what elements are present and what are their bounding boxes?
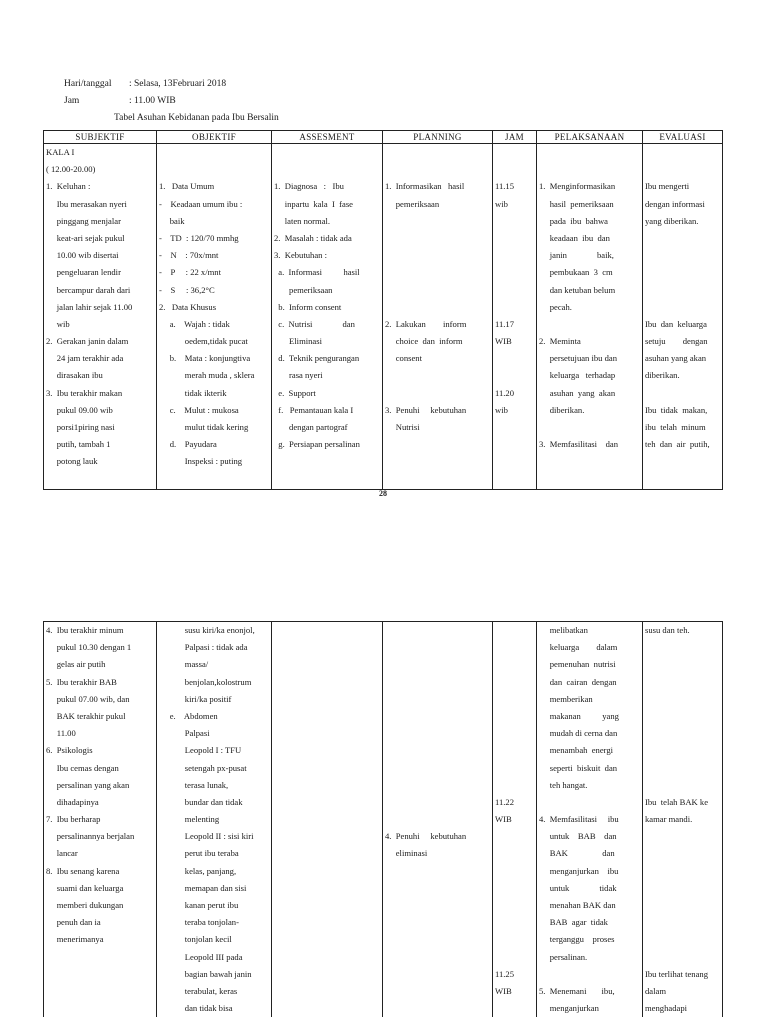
cell-line bbox=[495, 213, 534, 230]
cell-line: 11.17 bbox=[495, 318, 515, 329]
cell-line: diberikan. bbox=[539, 404, 585, 415]
cell-line: inpartu kala I fase bbox=[274, 198, 353, 209]
date-label: Hari/tanggal bbox=[64, 79, 112, 89]
cell-line bbox=[645, 914, 720, 931]
cell-line bbox=[385, 777, 490, 794]
cell-line bbox=[645, 144, 720, 161]
cell-line bbox=[385, 367, 490, 384]
cell-line: - TD : 120/70 mmhg bbox=[159, 232, 239, 243]
cell-line bbox=[385, 247, 490, 264]
cell-line: pembukaan 3 cm bbox=[539, 267, 613, 278]
cell-line: teraba tonjolan- bbox=[159, 917, 239, 928]
cell-line: wib bbox=[46, 318, 70, 329]
cell-evaluasi bbox=[643, 622, 723, 1018]
cell-line: memberikan bbox=[539, 693, 593, 704]
cell-line: untuk BAB dan bbox=[539, 831, 617, 842]
cell-line: c. Mulut : mukosa bbox=[159, 404, 239, 415]
cell-line: dirasakan ibu bbox=[46, 370, 103, 381]
cell-line: b. Inform consent bbox=[274, 301, 342, 312]
table-title: Tabel Asuhan Kebidanan pada Ibu Bersalin bbox=[114, 113, 279, 123]
col-subjektif: SUBJEKTIF bbox=[44, 131, 157, 144]
cell-line bbox=[385, 656, 490, 673]
cell-line: suami dan keluarga bbox=[46, 882, 124, 893]
cell-line bbox=[495, 264, 534, 281]
cell-line: d. Teknik pengurangan bbox=[274, 353, 360, 364]
cell-line bbox=[385, 742, 490, 759]
cell-line: susu kiri/ka enonjol, bbox=[159, 625, 255, 635]
cell-line: 1. Menginformasikan bbox=[539, 181, 616, 192]
cell-line: dihadapinya bbox=[46, 796, 99, 807]
cell-line bbox=[495, 230, 534, 247]
cell-line: baik bbox=[159, 215, 185, 226]
cell-line bbox=[539, 419, 640, 436]
col-planning: PLANNING bbox=[383, 131, 493, 144]
cell-line: eliminasi bbox=[385, 848, 428, 859]
cell-line: pengeluaran lendir bbox=[46, 267, 121, 278]
cell-jam bbox=[493, 622, 537, 1018]
cell-line: 11.22 bbox=[495, 796, 515, 807]
cell-line bbox=[385, 213, 490, 230]
cell-line: f. Pemantauan kala I bbox=[274, 404, 354, 415]
cell-line: Ibu merasakan nyeri bbox=[46, 198, 127, 209]
cell-line bbox=[385, 622, 490, 639]
cell-line bbox=[645, 949, 720, 966]
cell-line: Inspeksi : puting bbox=[159, 456, 243, 467]
cell-planning bbox=[383, 622, 493, 1018]
cell-assesment bbox=[272, 144, 383, 490]
cell-line: pinggang menjalar bbox=[46, 215, 121, 226]
cell-line bbox=[495, 742, 534, 759]
cell-line: 7. Ibu berharap bbox=[46, 814, 101, 825]
cell-line bbox=[495, 949, 534, 966]
cell-line bbox=[645, 247, 720, 264]
cell-line bbox=[159, 161, 269, 178]
cell-line: susu dan teh. bbox=[645, 625, 690, 635]
cell-line bbox=[385, 282, 490, 299]
table-header-row bbox=[44, 131, 723, 144]
cell-line: menghadapi bbox=[645, 1003, 687, 1014]
cell-line: 8. Ibu senang karena bbox=[46, 865, 120, 876]
cell-line: g. Persiapan persalinan bbox=[274, 439, 360, 450]
cell-line bbox=[495, 828, 534, 845]
cell-line: pemenuhan nutrisi bbox=[539, 659, 616, 670]
cell-line: 11.20 bbox=[495, 387, 515, 398]
cell-objektif bbox=[157, 622, 272, 1018]
cell-line bbox=[495, 247, 534, 264]
cell-line bbox=[645, 674, 720, 691]
cell-subjektif bbox=[44, 622, 157, 1018]
cell-line: tidak ikterik bbox=[159, 387, 227, 398]
cell-line: menerimanya bbox=[46, 934, 104, 945]
cell-assesment bbox=[272, 622, 383, 1018]
cell-line bbox=[495, 760, 534, 777]
cell-line: rasa nyeri bbox=[274, 370, 323, 381]
cell-line: persalinan yang akan bbox=[46, 779, 130, 790]
cell-line: dan ketuban belum bbox=[539, 284, 616, 295]
cell-line bbox=[645, 230, 720, 247]
cell-line: Palpasi bbox=[159, 728, 210, 739]
cell-line bbox=[385, 708, 490, 725]
cell-line bbox=[495, 639, 534, 656]
col-evaluasi: EVALUASI bbox=[643, 131, 723, 144]
cell-line bbox=[385, 144, 490, 161]
cell-line: Ibu tidak makan, bbox=[645, 404, 708, 415]
cell-line bbox=[495, 622, 534, 639]
cell-line bbox=[495, 656, 534, 673]
cell-line: pecah. bbox=[539, 301, 572, 312]
cell-objektif bbox=[157, 144, 272, 490]
cell-line: e. Abdomen bbox=[159, 710, 218, 721]
cell-line: BAB agar tidak bbox=[539, 917, 608, 928]
cell-planning bbox=[383, 144, 493, 490]
cell-line bbox=[645, 264, 720, 281]
cell-line: 3. Memfasilitasi dan bbox=[539, 439, 619, 450]
cell-line bbox=[645, 282, 720, 299]
cell-line: benjolan,kolostrum bbox=[159, 676, 252, 687]
table-row bbox=[44, 622, 723, 1018]
cell-line bbox=[495, 367, 534, 384]
cell-line bbox=[645, 760, 720, 777]
cell-line: bundar dan tidak bbox=[159, 796, 243, 807]
cell-line: penuh dan ia bbox=[46, 917, 101, 928]
cell-line: melenting bbox=[159, 814, 220, 825]
cell-line: dalam bbox=[645, 985, 666, 996]
cell-line: Ibu cemas dengan bbox=[46, 762, 119, 773]
cell-line: 11.00 bbox=[46, 728, 76, 739]
cell-line: e. Support bbox=[274, 387, 316, 398]
cell-line bbox=[385, 385, 490, 402]
cell-line: seperti biskuit dan bbox=[539, 762, 618, 773]
cell-line bbox=[645, 639, 720, 656]
cell-line bbox=[645, 725, 720, 742]
cell-line bbox=[495, 777, 534, 794]
cell-line bbox=[495, 144, 534, 161]
cell-line bbox=[645, 845, 720, 862]
cell-line bbox=[385, 691, 490, 708]
cell-subjektif bbox=[44, 144, 157, 490]
cell-line: bercampur darah dari bbox=[46, 284, 131, 295]
cell-evaluasi bbox=[643, 144, 723, 490]
cell-line: 11.15 bbox=[495, 181, 515, 192]
cell-line: a. Wajah : tidak bbox=[159, 318, 230, 329]
cell-line: menambah energi bbox=[539, 745, 614, 756]
cell-line: putih, tambah 1 bbox=[46, 439, 111, 450]
cell-line: Ibu mengerti bbox=[645, 181, 690, 192]
cell-line bbox=[385, 760, 490, 777]
cell-line bbox=[645, 931, 720, 948]
cell-line bbox=[385, 725, 490, 742]
cell-line: d. Payudara bbox=[159, 439, 217, 450]
cell-line: 6. Psikologis bbox=[46, 745, 93, 756]
cell-line bbox=[385, 794, 490, 811]
cell-line: 4. Ibu terakhir minum bbox=[46, 625, 124, 635]
cell-line bbox=[495, 931, 534, 948]
cell-line: 2. Masalah : tidak ada bbox=[274, 232, 352, 243]
cell-line: 1. Diagnosa : Ibu bbox=[274, 181, 344, 192]
cell-line bbox=[539, 794, 640, 811]
cell-line bbox=[645, 828, 720, 845]
cell-line bbox=[274, 144, 380, 161]
cell-line: dengan informasi bbox=[645, 198, 705, 209]
cell-line: persalinannya berjalan bbox=[46, 831, 135, 842]
cell-line: massa/ bbox=[159, 659, 209, 670]
page-number: 28 bbox=[379, 489, 387, 498]
cell-line bbox=[645, 691, 720, 708]
table-row bbox=[44, 144, 723, 490]
cell-line bbox=[385, 230, 490, 247]
cell-line: WIB bbox=[495, 336, 512, 347]
cell-line bbox=[539, 161, 640, 178]
cell-line: kiri/ka positif bbox=[159, 693, 232, 704]
cell-line: 2. Meminta bbox=[539, 336, 581, 347]
cell-line: memberi dukungan bbox=[46, 900, 124, 910]
cell-line: Ibu telah BAK ke bbox=[645, 796, 709, 807]
cell-line bbox=[495, 708, 534, 725]
cell-line bbox=[495, 880, 534, 897]
cell-line: menganjurkan bbox=[539, 1003, 599, 1014]
cell-pelaksanaan bbox=[537, 144, 643, 490]
cell-line: 3. Ibu terakhir makan bbox=[46, 387, 123, 398]
cell-line: persetujuan ibu dan bbox=[539, 353, 618, 364]
cell-line: untuk tidak bbox=[539, 882, 617, 893]
cell-line: persalinan. bbox=[539, 951, 588, 962]
cell-line: menganjurkan ibu bbox=[539, 865, 619, 876]
cell-line: consent bbox=[385, 353, 422, 364]
cell-line: 2. Gerakan janin dalam bbox=[46, 336, 129, 347]
cell-line: 5. Ibu terakhir BAB bbox=[46, 676, 117, 687]
cell-line bbox=[385, 161, 490, 178]
cell-line: laten normal. bbox=[274, 215, 331, 226]
cell-line bbox=[274, 161, 380, 178]
cell-line: asuhan yang akan bbox=[539, 387, 616, 398]
cell-line: keluarga terhadap bbox=[539, 370, 616, 381]
care-table-page-2 bbox=[43, 621, 723, 1017]
cell-line: - N : 70x/mnt bbox=[159, 250, 219, 261]
cell-line bbox=[645, 880, 720, 897]
cell-line bbox=[159, 144, 269, 161]
cell-line bbox=[645, 897, 720, 914]
time-value: : 11.00 WIB bbox=[129, 96, 176, 106]
cell-line: 1. Informasikan hasil bbox=[385, 181, 465, 192]
cell-line bbox=[385, 811, 490, 828]
cell-line: bagian bawah janin bbox=[159, 968, 252, 979]
cell-line bbox=[495, 674, 534, 691]
cell-line: ( 12.00-20.00) bbox=[46, 164, 96, 175]
cell-line: menahan BAK dan bbox=[539, 900, 616, 910]
cell-line bbox=[495, 161, 534, 178]
cell-line bbox=[645, 708, 720, 725]
cell-line: pemeriksaan bbox=[274, 284, 333, 295]
cell-line: teh hangat. bbox=[539, 779, 588, 790]
cell-line: ibu telah minum bbox=[645, 422, 706, 432]
cell-line bbox=[495, 725, 534, 742]
cell-line bbox=[385, 674, 490, 691]
cell-line bbox=[539, 144, 640, 161]
cell-line bbox=[385, 264, 490, 281]
cell-line: terabulat, keras bbox=[159, 985, 238, 996]
cell-line: yang diberikan. bbox=[645, 215, 699, 226]
cell-line: 3. Kebutuhan : bbox=[274, 250, 327, 261]
cell-line: potong lauk bbox=[46, 456, 98, 467]
cell-line: pada ibu bahwa bbox=[539, 215, 608, 226]
cell-line: pukul 07.00 wib, dan bbox=[46, 693, 130, 704]
cell-line: setengah px-pusat bbox=[159, 762, 247, 773]
cell-line: mulut tidak kering bbox=[159, 422, 249, 432]
cell-line: keluarga dalam bbox=[539, 642, 618, 653]
cell-line: b. Mata : konjungtiva bbox=[159, 353, 251, 364]
cell-line: KALA I bbox=[46, 147, 75, 157]
cell-line: oedem,tidak pucat bbox=[159, 336, 248, 347]
cell-line: asuhan yang akan bbox=[645, 353, 707, 364]
cell-line: wib bbox=[495, 404, 508, 415]
cell-line: 2. Data Khusus bbox=[159, 301, 217, 312]
cell-line bbox=[495, 897, 534, 914]
cell-line: pukul 10.30 dengan 1 bbox=[46, 642, 132, 653]
cell-line: porsi1piring nasi bbox=[46, 422, 115, 432]
cell-line: 1. Data Umum bbox=[159, 181, 215, 192]
cell-line: lancar bbox=[46, 848, 78, 859]
cell-line: pemeriksaan bbox=[385, 198, 440, 209]
cell-line: Nutrisi bbox=[385, 422, 420, 432]
cell-line: Palpasi : tidak ada bbox=[159, 642, 248, 653]
cell-line: 24 jam terakhir ada bbox=[46, 353, 124, 364]
cell-line: choice dan inform bbox=[385, 336, 463, 347]
cell-line: teh dan air putih, bbox=[645, 439, 710, 450]
cell-line: wib bbox=[495, 198, 508, 209]
date-value: : Selasa, 13Februari 2018 bbox=[129, 79, 227, 89]
cell-line: pukul 09.00 wib bbox=[46, 404, 113, 415]
cell-line: gelas air putih bbox=[46, 659, 106, 670]
cell-line: setuju dengan bbox=[645, 336, 708, 347]
cell-line: 5. Menemani ibu, bbox=[539, 985, 615, 996]
cell-line: mudah di cerna dan bbox=[539, 728, 618, 739]
cell-line: memapan dan sisi bbox=[159, 882, 247, 893]
cell-line: keat-ari sejak pukul bbox=[46, 232, 125, 243]
cell-line: dan cairan dengan bbox=[539, 676, 617, 687]
cell-line: Leopold III pada bbox=[159, 951, 243, 962]
cell-line bbox=[495, 282, 534, 299]
cell-line: kamar mandi. bbox=[645, 814, 693, 825]
cell-line: hasil pemeriksaan bbox=[539, 198, 614, 209]
cell-line: 10.00 wib disertai bbox=[46, 250, 119, 261]
col-pelaksanaan: PELAKSANAAN bbox=[537, 131, 643, 144]
cell-line: Leopold II : sisi kiri bbox=[159, 831, 254, 842]
cell-line: Leopold I : TFU bbox=[159, 745, 242, 756]
cell-line bbox=[495, 350, 534, 367]
cell-line bbox=[645, 863, 720, 880]
cell-line bbox=[495, 691, 534, 708]
cell-line: perut ibu teraba bbox=[159, 848, 239, 859]
cell-line: a. Informasi hasil bbox=[274, 267, 360, 278]
cell-line bbox=[495, 299, 534, 316]
cell-line: - S : 36,2°C bbox=[159, 284, 215, 295]
time-label: Jam bbox=[64, 96, 80, 106]
cell-line: terasa lunak, bbox=[159, 779, 229, 790]
cell-line bbox=[539, 316, 640, 333]
cell-line: merah muda , sklera bbox=[159, 370, 255, 381]
cell-line: kelas, panjang, bbox=[159, 865, 237, 876]
cell-line bbox=[645, 299, 720, 316]
cell-line bbox=[645, 385, 720, 402]
cell-line: jalan lahir sejak 11.00 bbox=[46, 301, 133, 312]
cell-line bbox=[645, 742, 720, 759]
cell-line bbox=[495, 845, 534, 862]
cell-line: dan tidak bisa bbox=[159, 1003, 233, 1014]
cell-line: BAK terakhir pukul bbox=[46, 710, 126, 721]
cell-line: diberikan. bbox=[645, 370, 680, 381]
col-objektif: OBJEKTIF bbox=[157, 131, 272, 144]
cell-line bbox=[645, 777, 720, 794]
cell-line: makanan yang bbox=[539, 710, 619, 721]
cell-line: 1. Keluhan : bbox=[46, 181, 91, 192]
col-jam: JAM bbox=[493, 131, 537, 144]
cell-line: tonjolan kecil bbox=[159, 934, 232, 945]
cell-line: 11.25 bbox=[495, 968, 515, 979]
cell-line: 4. Memfasilitasi ibu bbox=[539, 814, 619, 825]
cell-jam bbox=[493, 144, 537, 490]
cell-line: Eliminasi bbox=[274, 336, 322, 347]
cell-line bbox=[385, 299, 490, 316]
cell-line: - Keadaan umum ibu : bbox=[159, 198, 243, 209]
cell-line: WIB bbox=[495, 814, 512, 825]
cell-line: melibatkan bbox=[539, 625, 588, 635]
col-assesment: ASSESMENT bbox=[272, 131, 383, 144]
cell-line: keadaan ibu dan bbox=[539, 232, 610, 243]
cell-line: Ibu terlihat tenang bbox=[645, 968, 708, 979]
cell-line: 3. Penuhi kebutuhan bbox=[385, 404, 467, 415]
cell-line bbox=[495, 863, 534, 880]
cell-line: Ibu dan keluarga bbox=[645, 318, 707, 329]
cell-line bbox=[539, 966, 640, 983]
cell-line bbox=[495, 914, 534, 931]
cell-line: janin baik, bbox=[539, 250, 614, 261]
cell-line: 2. Lakukan inform bbox=[385, 318, 467, 329]
care-table-page-1 bbox=[43, 130, 723, 490]
cell-line: c. Nutrisi dan bbox=[274, 318, 355, 329]
cell-line: 4. Penuhi kebutuhan bbox=[385, 831, 467, 842]
cell-line bbox=[645, 656, 720, 673]
cell-line: WIB bbox=[495, 985, 512, 996]
cell-line: terganggu proses bbox=[539, 934, 615, 945]
cell-line bbox=[645, 161, 720, 178]
cell-line: BAK dan bbox=[539, 848, 615, 859]
cell-line: dengan partograf bbox=[274, 422, 348, 432]
cell-pelaksanaan bbox=[537, 622, 643, 1018]
cell-line: kanan perut ibu bbox=[159, 900, 239, 910]
cell-line bbox=[385, 639, 490, 656]
cell-line: - P : 22 x/mnt bbox=[159, 267, 221, 278]
